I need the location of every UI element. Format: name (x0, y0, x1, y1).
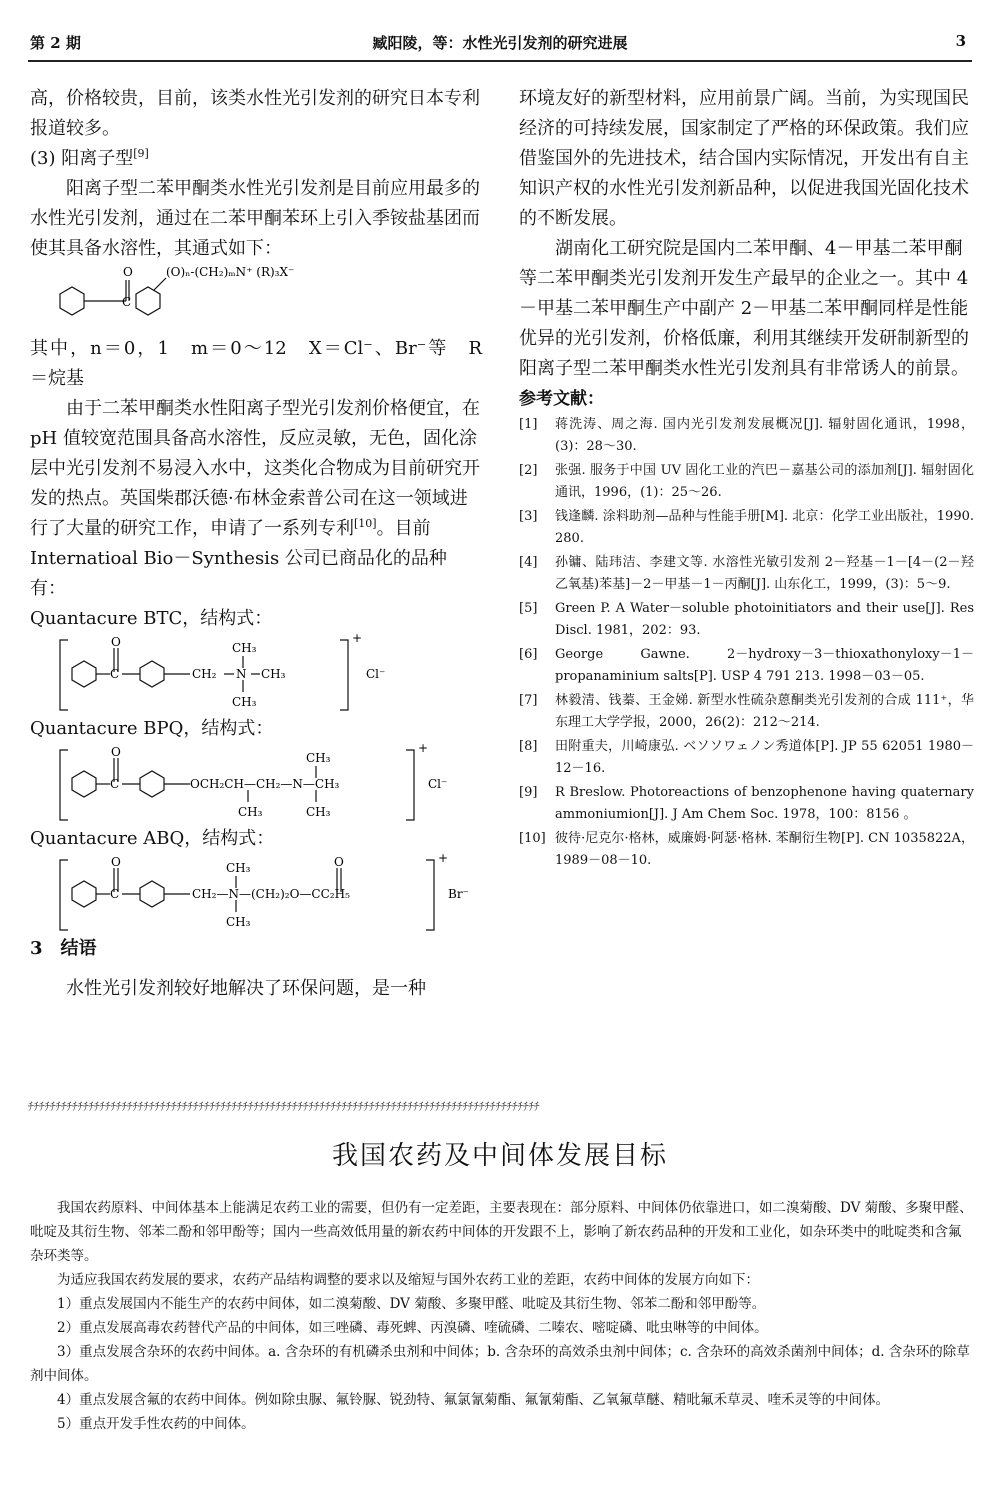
subsection-3-heading: (3) 阳离子型[9] (30, 147, 149, 169)
abq-label: Quantacure ABQ，结构式： (30, 828, 275, 849)
general-formula-structure (30, 264, 482, 334)
citation: [10] (354, 517, 377, 530)
citation: [9] (133, 147, 149, 160)
left-paragraph-1: 高，价格较贵，目前，该类水性光引发剂的研究日本专利报道较多。 (30, 88, 480, 139)
variables-line: 其中，n＝0，1 m＝0～12 X＝Cl⁻、Br⁻等 R (30, 338, 482, 359)
svg-text:CH₃: CH₃ (261, 667, 286, 681)
svg-text:+: + (438, 854, 449, 865)
svg-text:CH₃: CH₃ (232, 695, 257, 709)
svg-text:C: C (110, 777, 120, 791)
formula-substituent: (O)ₙ⁠-⁠(CH₂)ₘN⁺ (R)₃X⁻ (166, 265, 295, 279)
left-paragraph-3: 由于二苯甲酮类水性阳离子型光引发剂价格便宜，在 pH 值较宽范围具备高水溶性，反应灵敏，无色，固化涂层中光引发剂不易浸入水中，这类化合物成为目前研究开发的热点。英国柴郡沃德·布林金索普公司在这一领域进行了大量的研究工作，申请了一系列专利[10]。目前 Internatioal Bio－Synthesis 公司已商品化的品种有： (30, 398, 480, 599)
decorative-divider: ﾁﾁﾁﾁﾁﾁﾁﾁﾁﾁﾁﾁﾁﾁﾁﾁﾁﾁﾁﾁﾁﾁﾁﾁﾁﾁﾁﾁﾁﾁﾁﾁﾁﾁﾁﾁﾁﾁﾁﾁﾁﾁﾁﾁﾁﾁﾁﾁﾁﾁﾁﾁﾁﾁﾁﾁﾁﾁﾁﾁﾁﾁﾁﾁﾁﾁﾁﾁﾁﾁﾁﾁﾁﾁﾁﾁﾁﾁﾁﾁﾁﾁﾁﾁﾁﾁﾁﾁﾁﾁﾁﾁﾁ (28, 1100, 540, 1112)
right-column (519, 84, 974, 874)
news-paragraph: 3）重点发展含杂环的农药中间体。a. 含杂环的有机磷杀虫剂和中间体；b. 含杂环的高效杀虫剂中间体；c. 含杂环的高效杀菌剂中间体；d. 含杂环的除草剂中间体。 (30, 1344, 970, 1384)
btc-label: Quantacure BTC，结构式： (30, 608, 273, 629)
svg-text:+: + (418, 744, 429, 755)
reference-item: [6] George Gawne. 2－hydroxy－3－thioxathonyloxy－1－propanaminium salts[P]. USP 4 791 213. 1998－03－05. (519, 647, 974, 684)
svg-text:C: C (110, 667, 120, 681)
variables-line-2: ＝烷基 (30, 368, 84, 389)
news-paragraph: 为适应我国农药发展的要求，农药产品结构调整的要求以及缩短与国外农药工业的差距，农药中间体的发展方向如下： (57, 1272, 759, 1288)
reference-item: [9] R Breslow. Photoreactions of benzophenone having quaternary ammoniumion[J]. J Am Chem Soc. 1978，100：8156 。 (519, 785, 974, 822)
right-paragraph-2: 湖南化工研究院是国内二苯甲酮、4－甲基二苯甲酮等二苯甲酮类光引发剂开发生产最早的企业之一。其中 4－甲基二苯甲酮生产中副产 2－甲基二苯甲酮同样是性能优异的光引发剂，价格低廉，利用其继续开发研制新型的阳离子型二苯甲酮类水性光引发剂具有非常诱人的前景。 (519, 238, 969, 379)
svg-text:Cl⁻: Cl⁻ (366, 667, 386, 681)
reference-item: [3] 钱逢麟. 涂料助剂—品种与性能手册[M]. 北京：化学工业出版社，1990. 280. (519, 509, 974, 546)
formula-carbon-label: C (122, 295, 132, 309)
svg-text:CH₃: CH₃ (306, 751, 331, 765)
svg-text:Br⁻: Br⁻ (448, 887, 469, 901)
reference-item: [10] 彼待·尼克尔·格林，威廉姆·阿瑟·格林. 苯酮衍生物[P]. CN 1035822A，1989－08－10. (519, 831, 974, 868)
svg-text:O: O (111, 855, 121, 869)
header-title: 臧阳陵，等：水性光引发剂的研究进展 (372, 34, 628, 52)
right-paragraph-1: 环境友好的新型材料，应用前景广阔。当前，为实现国民经济的可持续发展，国家制定了严格的环保政策。我们应借鉴国外的先进技术，结合国内实际情况，开发出有自主知识产权的水性光引发剂新品种，以促进我国光固化技术的不断发展。 (519, 88, 969, 229)
svg-text:O: O (334, 855, 344, 869)
svg-text:Cl⁻: Cl⁻ (428, 777, 448, 791)
header-page-number: 3 (955, 32, 966, 50)
section-3-heading: 3 结语 (30, 938, 97, 959)
reference-item: [2] 张强. 服务于中国 UV 固化工业的汽巴－嘉基公司的添加剂[J]. 辐射固化通讯，1996，(1)：25～26. (519, 463, 974, 500)
left-paragraph-2: 阳离子型二苯甲酮类水性光引发剂是目前应用最多的水性光引发剂，通过在二苯甲酮苯环上引入季铵盐基团而使其具备水溶性，其通式如下： (30, 178, 480, 259)
svg-text:CH₂: CH₂ (192, 667, 217, 681)
svg-text:CH₃: CH₃ (306, 805, 331, 819)
svg-text:CH₃: CH₃ (226, 915, 251, 929)
news-paragraph: 2）重点发展高毒农药替代产品的中间体，如三唑磷、毒死蜱、丙溴磷、喹硫磷、二嗪农、嘧啶磷、吡虫啉等的中间体。 (57, 1320, 768, 1336)
bpq-label: Quantacure BPQ，结构式： (30, 718, 274, 739)
svg-text:CH₃: CH₃ (226, 861, 251, 875)
left-paragraph-4: 水性光引发剂较好地解决了环保问题，是一种 (66, 978, 426, 999)
news-paragraph: 5）重点开发手性农药的中间体。 (57, 1416, 255, 1432)
left-column (30, 84, 482, 1004)
references-heading: 参考文献： (519, 389, 604, 409)
svg-text:N: N (236, 667, 247, 681)
reference-item: [7] 林毅清、钱蓁、王金娣. 新型水性硫杂蒽酮类光引发剂的合成 111⁺，华东理工大学学报，2000，26(2)：212～214. (519, 693, 974, 730)
formula-oxygen-label: O (123, 265, 133, 279)
news-title: 我国农药及中间体发展目标 (331, 1141, 668, 1171)
svg-text:+: + (352, 634, 363, 645)
svg-text:CH₂—N—(CH₂)₂O—CC₂H₅: CH₂—N—(CH₂)₂O—CC₂H₅ (192, 887, 350, 901)
svg-text:CH₃: CH₃ (238, 805, 263, 819)
reference-item: [1] 蒋洗涛、周之海. 国内光引发剂发展概况[J]. 辐射固化通讯，1998，(3)：28～30. (519, 417, 974, 454)
news-body (30, 1196, 974, 1436)
news-paragraph: 1）重点发展国内不能生产的农药中间体，如二溴菊酸、DV 菊酸、多聚甲醛、吡啶及其衍生物、邻苯二酚和邻甲酚等。 (57, 1296, 766, 1312)
header-issue: 第 2 期 (30, 34, 81, 52)
news-paragraph: 我国农药原料、中间体基本上能满足农药工业的需要，但仍有一定差距，主要表现在：部分原料、中间体仍依靠进口，如二溴菊酸、DV 菊酸、多聚甲醛、吡啶及其衍生物、邻苯二酚和邻甲酚等；国内一些高效低用量的新农药中间体的开发跟不上，影响了新农药品种的开发和工业化，如杂环类中的吡啶类和含氟杂环类等。 (30, 1200, 973, 1264)
reference-item: [5] Green P. A Water－soluble photoinitiators and their use[J]. Res Discl. 1981，202：93. (519, 601, 974, 638)
btc-structure (30, 634, 482, 714)
reference-item: [4] 孙镛、陆玮洁、李建文等. 水溶性光敏引发剂 2－羟基－1－[4－(2－羟乙氧基)苯基]－2－甲基－1－丙酮[J]. 山东化工，1999，(3)：5～9. (519, 555, 974, 592)
bpq-structure (30, 744, 482, 824)
news-paragraph: 4）重点发展含氟的农药中间体。例如除虫脲、氟铃脲、锐劲特、氟氯氰菊酯、氟氰菊酯、乙氧氟草醚、精吡氟禾草灵、喹禾灵等的中间体。 (57, 1392, 890, 1408)
abq-structure (30, 854, 482, 934)
reference-item: [8] 田附重夫，川崎康弘. ベソソワェノン秀道体[P]. JP 55 62051 1980－12－16. (519, 739, 974, 776)
references-list (519, 414, 974, 872)
svg-text:OCH₂CH—CH₂—N—CH₃: OCH₂CH—CH₂—N—CH₃ (190, 777, 340, 791)
svg-text:O: O (111, 635, 121, 649)
header-rule (28, 60, 972, 62)
svg-text:C: C (110, 887, 120, 901)
svg-text:O: O (111, 745, 121, 759)
svg-text:CH₃: CH₃ (232, 641, 257, 655)
